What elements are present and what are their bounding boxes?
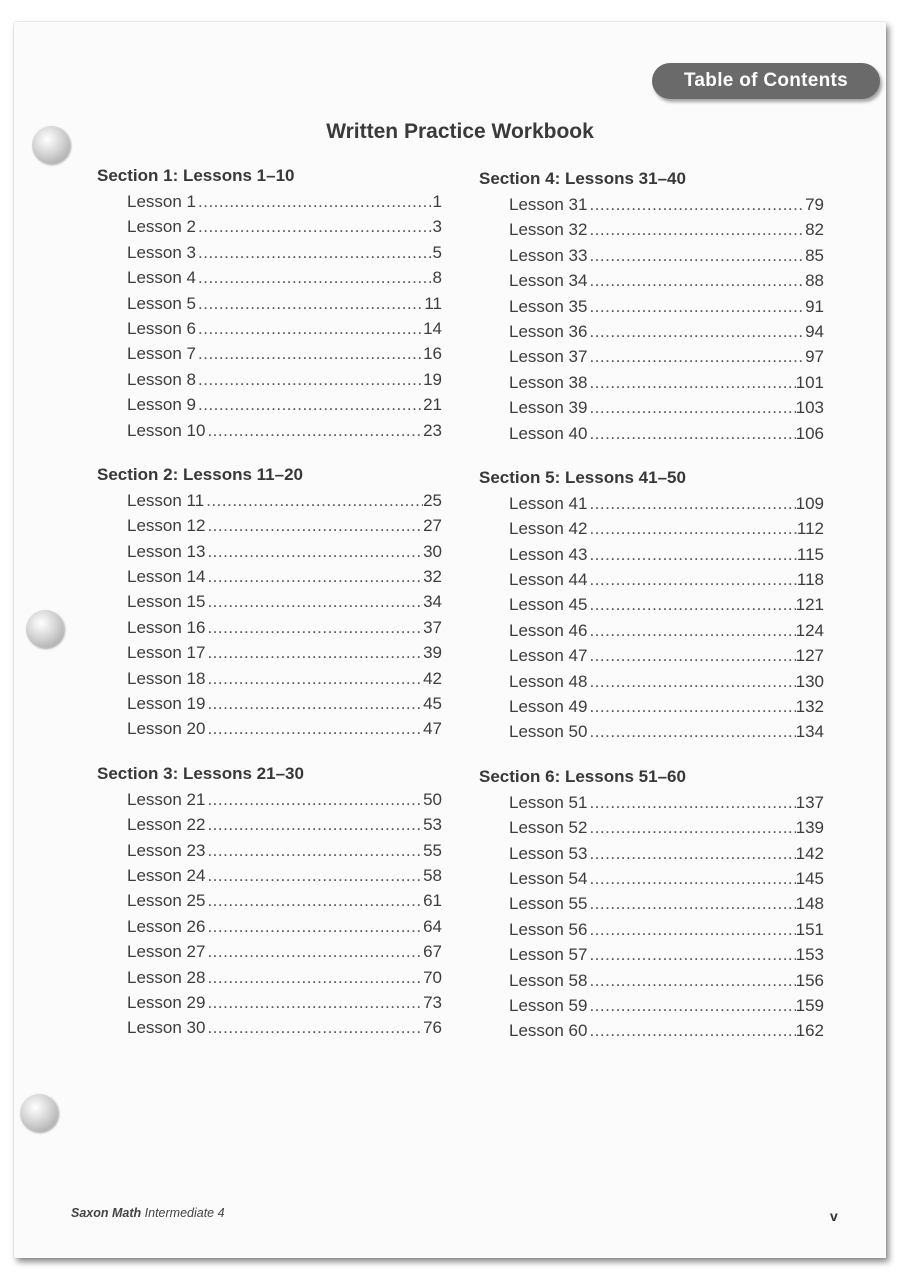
section-title: Section 3: Lessons 21–30 xyxy=(97,763,304,783)
lesson-page-number: 97 xyxy=(805,347,824,367)
dot-leader xyxy=(196,240,433,265)
dot-leader xyxy=(587,866,795,891)
dot-leader xyxy=(205,691,423,716)
lesson-label: Lesson 24 xyxy=(127,865,206,885)
lesson-label: Lesson 34 xyxy=(509,271,588,291)
lesson-label: Lesson 47 xyxy=(509,646,588,666)
lesson-page-number: 27 xyxy=(423,516,442,536)
lesson-label: Lesson 28 xyxy=(127,967,206,987)
dot-leader xyxy=(587,243,805,268)
toc-entry[interactable] xyxy=(479,344,824,369)
toc-entry[interactable] xyxy=(97,914,442,939)
toc-entry[interactable] xyxy=(97,787,442,812)
lesson-page-number: 11 xyxy=(424,293,442,313)
lesson-page-number: 76 xyxy=(423,1018,442,1038)
dot-leader xyxy=(587,917,795,942)
lesson-page-number: 47 xyxy=(423,719,442,739)
lesson-label: Lesson 23 xyxy=(127,840,206,860)
lesson-page-number: 23 xyxy=(423,420,442,440)
lesson-page-number: 137 xyxy=(795,792,824,812)
lesson-page-number: 115 xyxy=(796,544,824,564)
toc-entry[interactable] xyxy=(479,968,824,993)
lesson-page-number: 130 xyxy=(795,671,824,691)
section-title: Section 5: Lessons 41–50 xyxy=(479,467,686,487)
binder-hole xyxy=(26,610,64,648)
lesson-label: Lesson 3 xyxy=(127,242,196,262)
lesson-page-number: 148 xyxy=(795,894,824,914)
lesson-label: Lesson 15 xyxy=(127,592,206,612)
lesson-label: Lesson 58 xyxy=(509,970,588,990)
toc-entry[interactable] xyxy=(97,189,442,214)
dot-leader xyxy=(205,418,423,443)
lesson-label: Lesson 18 xyxy=(127,668,206,688)
toc-entry[interactable] xyxy=(97,666,442,691)
lesson-label: Lesson 22 xyxy=(127,815,206,835)
lesson-page-number: 61 xyxy=(423,891,442,911)
toc-badge: Table of Contents xyxy=(652,63,880,99)
toc-entry[interactable] xyxy=(479,694,824,719)
lesson-page-number: 50 xyxy=(423,789,442,809)
lesson-label: Lesson 50 xyxy=(509,722,588,742)
toc-entry[interactable] xyxy=(97,990,442,1015)
lesson-page-number: 30 xyxy=(423,541,442,561)
lesson-label: Lesson 30 xyxy=(127,1018,206,1038)
dot-leader xyxy=(204,488,423,513)
lesson-page-number: 53 xyxy=(423,815,442,835)
lesson-page-number: 103 xyxy=(795,398,824,418)
workbook-page xyxy=(14,22,886,1258)
lesson-label: Lesson 52 xyxy=(509,818,588,838)
toc-entry[interactable] xyxy=(479,516,824,541)
lesson-page-number: 134 xyxy=(795,722,824,742)
toc-entry[interactable] xyxy=(97,716,442,741)
lesson-label: Lesson 51 xyxy=(509,792,588,812)
lesson-label: Lesson 53 xyxy=(509,843,588,863)
toc-entry[interactable] xyxy=(97,615,442,640)
page-number: v xyxy=(830,1208,838,1224)
dot-leader xyxy=(587,192,805,217)
section-title: Section 6: Lessons 51–60 xyxy=(479,766,686,786)
lesson-page-number: 39 xyxy=(423,643,442,663)
toc-entry[interactable] xyxy=(97,888,442,913)
lesson-label: Lesson 21 xyxy=(127,789,206,809)
lesson-page-number: 88 xyxy=(805,271,824,291)
dot-leader xyxy=(196,392,423,417)
page-title: Written Practice Workbook xyxy=(326,120,594,143)
lesson-label: Lesson 16 xyxy=(127,617,206,637)
section-title: Section 4: Lessons 31–40 xyxy=(479,169,686,188)
dot-leader xyxy=(587,841,795,866)
lesson-page-number: 21 xyxy=(423,395,442,415)
toc-entry[interactable] xyxy=(97,1015,442,1040)
toc-entry[interactable] xyxy=(479,891,824,916)
lesson-page-number: 55 xyxy=(423,840,442,860)
lesson-page-number: 79 xyxy=(805,195,824,214)
dot-leader xyxy=(587,694,795,719)
dot-leader xyxy=(196,189,433,214)
dot-leader xyxy=(587,790,795,815)
lesson-label: Lesson 55 xyxy=(509,894,588,914)
dot-leader xyxy=(196,214,433,239)
toc-entry[interactable] xyxy=(479,669,824,694)
lesson-label: Lesson 56 xyxy=(509,919,588,939)
lesson-label: Lesson 10 xyxy=(127,420,206,440)
section-title: Section 1: Lessons 1–10 xyxy=(97,166,295,185)
toc-entry[interactable] xyxy=(97,691,442,716)
section-title: Section 2: Lessons 11–20 xyxy=(97,464,303,484)
dot-leader xyxy=(587,1018,795,1043)
dot-leader xyxy=(587,268,805,293)
lesson-page-number: 45 xyxy=(423,694,442,714)
lesson-label: Lesson 46 xyxy=(509,620,588,640)
section xyxy=(479,465,824,745)
lesson-page-number: 14 xyxy=(423,318,442,338)
toc-entry[interactable] xyxy=(97,863,442,888)
dot-leader xyxy=(205,939,423,964)
toc-entry[interactable] xyxy=(479,592,824,617)
lesson-label: Lesson 29 xyxy=(127,992,206,1012)
lesson-page-number: 19 xyxy=(423,369,442,389)
lesson-page-number: 37 xyxy=(423,617,442,637)
right-column xyxy=(479,166,824,1063)
lesson-page-number: 118 xyxy=(796,570,824,590)
lesson-page-number: 139 xyxy=(795,818,824,838)
lesson-page-number: 162 xyxy=(795,1021,824,1041)
lesson-page-number: 16 xyxy=(423,344,442,364)
lesson-label: Lesson 11 xyxy=(127,490,205,510)
toc-entry[interactable] xyxy=(97,240,442,265)
lesson-label: Lesson 4 xyxy=(127,268,196,288)
lesson-label: Lesson 26 xyxy=(127,916,206,936)
lesson-label: Lesson 37 xyxy=(509,347,588,367)
toc-entry[interactable] xyxy=(479,192,824,217)
toc-entry[interactable] xyxy=(97,392,442,417)
toc-entry[interactable] xyxy=(97,488,442,513)
lesson-label: Lesson 1 xyxy=(127,192,196,211)
dot-leader xyxy=(205,990,423,1015)
lesson-label: Lesson 35 xyxy=(509,296,588,316)
lesson-page-number: 58 xyxy=(423,865,442,885)
lesson-label: Lesson 41 xyxy=(509,493,588,513)
lesson-page-number: 82 xyxy=(805,220,824,240)
lesson-page-number: 109 xyxy=(795,493,824,513)
toc-entry[interactable] xyxy=(479,217,824,242)
toc-entry[interactable] xyxy=(479,243,824,268)
lesson-page-number: 5 xyxy=(432,242,442,262)
dot-leader xyxy=(587,370,795,395)
dot-leader xyxy=(587,643,795,668)
dot-leader xyxy=(587,669,795,694)
dot-leader xyxy=(587,217,805,242)
toc-entry[interactable] xyxy=(479,841,824,866)
toc-entry[interactable] xyxy=(479,395,824,420)
dot-leader xyxy=(587,421,795,446)
lesson-label: Lesson 40 xyxy=(509,423,588,443)
lesson-label: Lesson 27 xyxy=(127,942,206,962)
lesson-page-number: 106 xyxy=(795,423,824,443)
toc-entry[interactable] xyxy=(97,539,442,564)
lesson-page-number: 145 xyxy=(795,868,824,888)
binder-hole xyxy=(20,1094,58,1132)
lesson-label: Lesson 31 xyxy=(509,195,588,214)
dot-leader xyxy=(205,615,423,640)
dot-leader xyxy=(196,265,433,290)
dot-leader xyxy=(196,316,423,341)
dot-leader xyxy=(205,539,423,564)
toc-entry[interactable] xyxy=(97,838,442,863)
lesson-page-number: 8 xyxy=(432,268,442,288)
toc-entry[interactable] xyxy=(97,939,442,964)
toc-entry[interactable] xyxy=(479,790,824,815)
toc-entry[interactable] xyxy=(97,265,442,290)
lesson-page-number: 101 xyxy=(795,372,824,392)
lesson-page-number: 67 xyxy=(423,942,442,962)
toc-entry[interactable] xyxy=(479,719,824,744)
lesson-page-number: 112 xyxy=(796,519,824,539)
lesson-label: Lesson 20 xyxy=(127,719,206,739)
dot-leader xyxy=(205,564,423,589)
toc-entry[interactable] xyxy=(479,421,824,446)
dot-leader xyxy=(587,618,795,643)
toc-entry[interactable] xyxy=(97,513,442,538)
dot-leader xyxy=(587,294,805,319)
dot-leader xyxy=(587,968,795,993)
toc-entry[interactable] xyxy=(479,815,824,840)
toc-entry[interactable] xyxy=(97,214,442,239)
lesson-label: Lesson 6 xyxy=(127,318,196,338)
dot-leader xyxy=(205,1015,423,1040)
lesson-page-number: 153 xyxy=(795,945,824,965)
toc-entry[interactable] xyxy=(479,567,824,592)
toc-entry[interactable] xyxy=(479,319,824,344)
lesson-page-number: 70 xyxy=(423,967,442,987)
section xyxy=(97,761,442,1041)
footer-level: Intermediate 4 xyxy=(144,1206,225,1220)
dot-leader xyxy=(587,993,795,1018)
dot-leader xyxy=(205,513,423,538)
toc-entry[interactable] xyxy=(479,268,824,293)
toc-entry[interactable] xyxy=(97,965,442,990)
lesson-label: Lesson 49 xyxy=(509,697,588,717)
dot-leader xyxy=(196,341,423,366)
lesson-page-number: 32 xyxy=(423,567,442,587)
lesson-page-number: 121 xyxy=(795,595,824,615)
dot-leader xyxy=(205,716,423,741)
toc-entry[interactable] xyxy=(479,370,824,395)
toc-entry[interactable] xyxy=(97,341,442,366)
lesson-page-number: 156 xyxy=(795,970,824,990)
toc-entry[interactable] xyxy=(479,942,824,967)
dot-leader xyxy=(205,863,423,888)
dot-leader xyxy=(587,344,805,369)
lesson-page-number: 127 xyxy=(795,646,824,666)
lesson-label: Lesson 14 xyxy=(127,567,206,587)
lesson-page-number: 159 xyxy=(795,995,824,1015)
lesson-page-number: 73 xyxy=(423,992,442,1012)
lesson-label: Lesson 25 xyxy=(127,891,206,911)
toc-entry[interactable] xyxy=(479,1018,824,1043)
footer-series: Saxon Math xyxy=(71,1206,142,1220)
toc-entry[interactable] xyxy=(97,640,442,665)
lesson-label: Lesson 9 xyxy=(127,395,196,415)
dot-leader xyxy=(196,367,423,392)
dot-leader xyxy=(587,395,795,420)
dot-leader xyxy=(205,965,423,990)
lesson-label: Lesson 12 xyxy=(127,516,206,536)
lesson-label: Lesson 36 xyxy=(509,321,588,341)
lesson-page-number: 132 xyxy=(795,697,824,717)
toc-entry[interactable] xyxy=(97,316,442,341)
toc-entry[interactable] xyxy=(97,589,442,614)
dot-leader xyxy=(587,542,796,567)
lesson-page-number: 3 xyxy=(432,217,442,237)
dot-leader xyxy=(205,666,423,691)
toc-entry[interactable] xyxy=(97,812,442,837)
toc-entry[interactable] xyxy=(479,643,824,668)
lesson-label: Lesson 60 xyxy=(509,1021,588,1041)
toc-entry[interactable] xyxy=(479,542,824,567)
toc-entry[interactable] xyxy=(479,993,824,1018)
dot-leader xyxy=(205,589,423,614)
lesson-page-number: 94 xyxy=(805,321,824,341)
lesson-label: Lesson 42 xyxy=(509,519,588,539)
lesson-label: Lesson 57 xyxy=(509,945,588,965)
lesson-label: Lesson 17 xyxy=(127,643,206,663)
left-column xyxy=(97,163,442,1060)
lesson-label: Lesson 19 xyxy=(127,694,206,714)
lesson-label: Lesson 54 xyxy=(509,868,588,888)
lesson-label: Lesson 48 xyxy=(509,671,588,691)
lesson-label: Lesson 59 xyxy=(509,995,588,1015)
toc-entry[interactable] xyxy=(479,491,824,516)
lesson-label: Lesson 38 xyxy=(509,372,588,392)
lesson-page-number: 34 xyxy=(423,592,442,612)
lesson-page-number: 91 xyxy=(805,296,824,316)
dot-leader xyxy=(205,640,423,665)
section xyxy=(479,166,824,446)
section xyxy=(479,764,824,1044)
lesson-label: Lesson 2 xyxy=(127,217,196,237)
section xyxy=(97,462,442,742)
toc-entry[interactable] xyxy=(97,291,442,316)
dot-leader xyxy=(587,491,795,516)
lesson-label: Lesson 13 xyxy=(127,541,206,561)
lesson-page-number: 142 xyxy=(795,843,824,863)
toc-entry[interactable] xyxy=(479,866,824,891)
lesson-label: Lesson 32 xyxy=(509,220,588,240)
dot-leader xyxy=(205,812,423,837)
lesson-label: Lesson 8 xyxy=(127,369,196,389)
lesson-label: Lesson 45 xyxy=(509,595,588,615)
dot-leader xyxy=(205,787,423,812)
lesson-page-number: 64 xyxy=(423,916,442,936)
toc-entry[interactable] xyxy=(97,418,442,443)
dot-leader xyxy=(587,719,795,744)
lesson-label: Lesson 5 xyxy=(127,293,196,313)
dot-leader xyxy=(587,592,795,617)
lesson-page-number: 25 xyxy=(423,490,442,510)
dot-leader xyxy=(205,838,423,863)
lesson-page-number: 1 xyxy=(432,192,442,211)
dot-leader xyxy=(205,888,423,913)
lesson-label: Lesson 33 xyxy=(509,245,588,265)
toc-entry[interactable] xyxy=(97,564,442,589)
toc-entry[interactable] xyxy=(479,917,824,942)
section xyxy=(97,163,442,443)
dot-leader xyxy=(587,319,805,344)
lesson-page-number: 151 xyxy=(795,919,824,939)
dot-leader xyxy=(587,516,796,541)
lesson-label: Lesson 7 xyxy=(127,344,196,364)
toc-entry[interactable] xyxy=(97,367,442,392)
dot-leader xyxy=(196,291,424,316)
dot-leader xyxy=(205,914,423,939)
lesson-page-number: 42 xyxy=(423,668,442,688)
toc-entry[interactable] xyxy=(479,618,824,643)
toc-entry[interactable] xyxy=(479,294,824,319)
lesson-label: Lesson 43 xyxy=(509,544,588,564)
dot-leader xyxy=(587,942,795,967)
dot-leader xyxy=(587,567,796,592)
dot-leader xyxy=(587,891,795,916)
lesson-page-number: 124 xyxy=(795,620,824,640)
lesson-label: Lesson 39 xyxy=(509,398,588,418)
dot-leader xyxy=(587,815,795,840)
footer-book-title xyxy=(71,1206,225,1220)
lesson-page-number: 85 xyxy=(805,245,824,265)
lesson-label: Lesson 44 xyxy=(509,570,588,590)
